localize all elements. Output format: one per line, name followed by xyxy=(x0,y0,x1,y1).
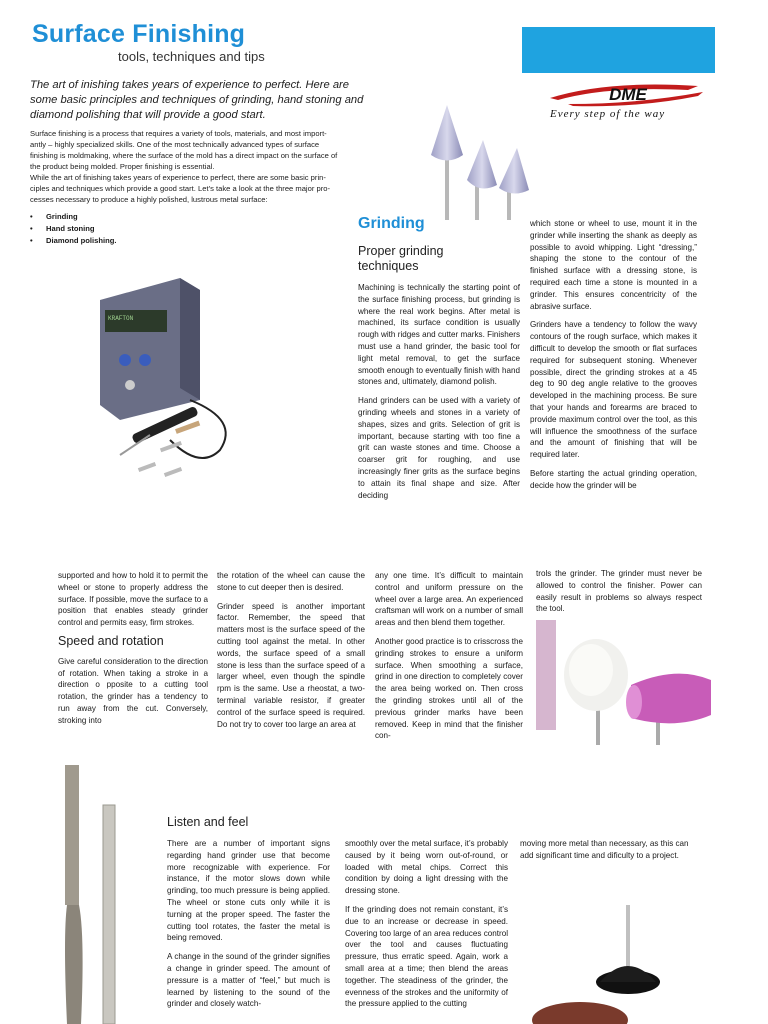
lead-paragraph: The art of inishing takes years of experience to perfect. Here are some basic principles and techniques of grinding, hand stoning and diamond polishing that will provide a good start. xyxy=(30,79,364,121)
paragraph: any one time. It’s difficult to maintain control and uniform pressure on the wheel over a large area. An experienced craftsman will work on a number of small areas and then blend them together. xyxy=(375,571,523,628)
paragraph: Grinders have a tendency to follow the wavy contours of the rough surface, which makes it difficult to develop the smooth or flat surfaces required for subsequent stoning. Whenever possible, direct the grinding strokes at a 45 deg to 90 deg angle relative to the grooves developed in the machining process. Be sure that your hands and forearms are braced to provide maximum control over the tool, as this will influence the smoothness of the surface and the amount of finishing that will be required later. xyxy=(530,320,697,460)
page-title: Surface Finishing xyxy=(32,20,246,48)
section-heading-grinding: Grinding xyxy=(358,215,425,232)
subheading-listen-feel: Listen and feel xyxy=(167,815,249,829)
paragraph: Machining is technically the starting point of the surface finishing process, but grinding is where the real work begins. After metal is machined, its surface condition is usually rough with ridges and cutter marks. Finishers must use a hand grinder, the basic tool for light metal removal, to get the surface smooth enough to eventually finish with hand stones and, ultimately, diamond polish. xyxy=(358,283,520,387)
listen-column-1 xyxy=(167,838,330,1017)
paragraph: which stone or wheel to use, mount it in the grinder while inserting the shank as deeply as possible to avoid whipping. Light “dressing,” shaping the stone to the contour of the finished surface with a dressing stone, is required each time a stone is mounted in a grinder. This ensures concentricity of the abrasive surface. xyxy=(530,219,697,311)
grinding-column-2 xyxy=(530,218,697,499)
page-subtitle: tools, techniques and tips xyxy=(118,49,265,64)
listen-column-3: moving more metal than necessary, as this can add significant time and dificulty to a project. xyxy=(520,839,689,860)
grinder-device-image xyxy=(90,270,360,490)
listen-column-2 xyxy=(345,838,508,1017)
list-item: • Grinding xyxy=(30,211,116,223)
subheading-proper-grinding: Proper grinding techniques xyxy=(358,244,444,273)
dme-logo xyxy=(548,78,708,108)
intro-text xyxy=(30,128,340,205)
paragraph: Hand grinders can be used with a variety of grinding wheels and stones in a variety of shapes, sizes and grits. Selection of grit is important, because starting with too fine a grit can waste stones and time. Choose a coarser grit for roughing, and use increasingly finer grits as the surface begins to attain its final shape and size. After deciding xyxy=(358,396,520,500)
paragraph: Grinder speed is another important factor. Remember, the speed that matters most is the surface speed of the cutting tool against the metal. In other words, the surface speed of a small stone is less than the surface speed of a larger wheel, even though the spindle rpm is the same. Use a rheostat, a two-terminal variable resistor, if greater control of the surface speed is required. Do not try to cover too large an area at xyxy=(217,601,365,729)
paragraph: Give careful consideration to the direction of rotation. When taking a stroke in a direction o pposite to a cutting tool rotation, the grinder has a tendency to run away from the cut. Conversely, stroking into xyxy=(58,656,208,725)
device-screen-text: KRAFTON xyxy=(108,315,134,322)
paragraph: supported and how to hold it to permit the wheel or stone to properly address the surface. If possible, move the surface to a position that enables steady grinder control and permits easy, firm strokes. xyxy=(58,571,208,628)
grinding-column-1 xyxy=(358,282,520,508)
logo-text: DME xyxy=(609,85,647,104)
middle-column-2 xyxy=(217,570,365,737)
subheading-speed-rotation: Speed and rotation xyxy=(58,633,164,648)
paragraph: A change in the sound of the grinder signifies a change in grinder speed. The amount of pressure is a matter of “feel,” but much is learned by listening to the sound of the grinder and closely watch- xyxy=(167,952,330,1009)
grinding-wheels-image xyxy=(536,620,716,750)
diamond-file-image xyxy=(55,765,125,1024)
process-list xyxy=(30,211,116,247)
paragraph: There are a number of important signs regarding hand grinder use that become more recognizable with experience. For instance, if the motor slows down while grinding, too much pressure is being applied. The wheel or stone cuts only while it is turning at the proper speed. The faster the cutting tool rotates, the faster the metal is being removed. xyxy=(167,839,330,943)
middle-column-1 xyxy=(58,570,208,734)
paragraph: Another good practice is to crisscross the grinding strokes to ensure a uniform surface. When smoothing a surface, grind in one direction to completely cover the area being worked on. Then cross the grinding strokes until all of the previous grinder marks have been removed. Keep in mind that the finisher con- xyxy=(375,636,524,741)
middle-column-3 xyxy=(375,570,523,749)
list-item: • Hand stoning xyxy=(30,223,116,235)
paragraph: smoothly over the metal surface, it’s probably caused by it being worn out-of-round, or loaded with metal chips. Correct this condition by doing a light dressing with the dressing stone. xyxy=(345,839,508,896)
header-color-block xyxy=(522,27,715,73)
polishing-disc-image xyxy=(530,900,710,1024)
intro-paragraph: While the art of finishing takes years of experience to perfect, there are some basic prin- ciples and techniques which provide a good start. Let’s take a look at the three major pro- cesses necessary to produce a highly polished, lustrous metal surface: xyxy=(30,173,330,204)
tagline: Every step of the way xyxy=(550,108,666,120)
paragraph: If the grinding does not remain constant, it’s due to an increase or decrease in speed. Covering too large of an area reduces control over the tool and causes fluctuating pressure, thus erratic speed. Again, work a small area at a time; then blend the areas together. The steadiness of the grinder, the evenness of the strokes and the uniformity of the pressure applied to the cutting xyxy=(345,904,508,1009)
middle-column-4: trols the grinder. The grinder must never be allowed to control the finisher. Power can easily result in problems so always respect the tool. xyxy=(536,569,702,614)
paragraph: the rotation of the wheel can cause the stone to cut deeper then is desired. xyxy=(217,571,365,592)
paragraph: Before starting the actual grinding operation, decide how the grinder will be xyxy=(530,468,697,490)
intro-paragraph: Surface finishing is a process that requires a variety of tools, materials, and most import- antly – highly specialized skills. One of the most technically advanced types of surface finishing is moldmaking, where the surface of the mold has a direct impact on the surface of the product being molded. Proper finishing is essential. xyxy=(30,129,338,171)
grinding-stones-image xyxy=(425,100,535,225)
list-item: • Diamond polishing. xyxy=(30,235,116,247)
